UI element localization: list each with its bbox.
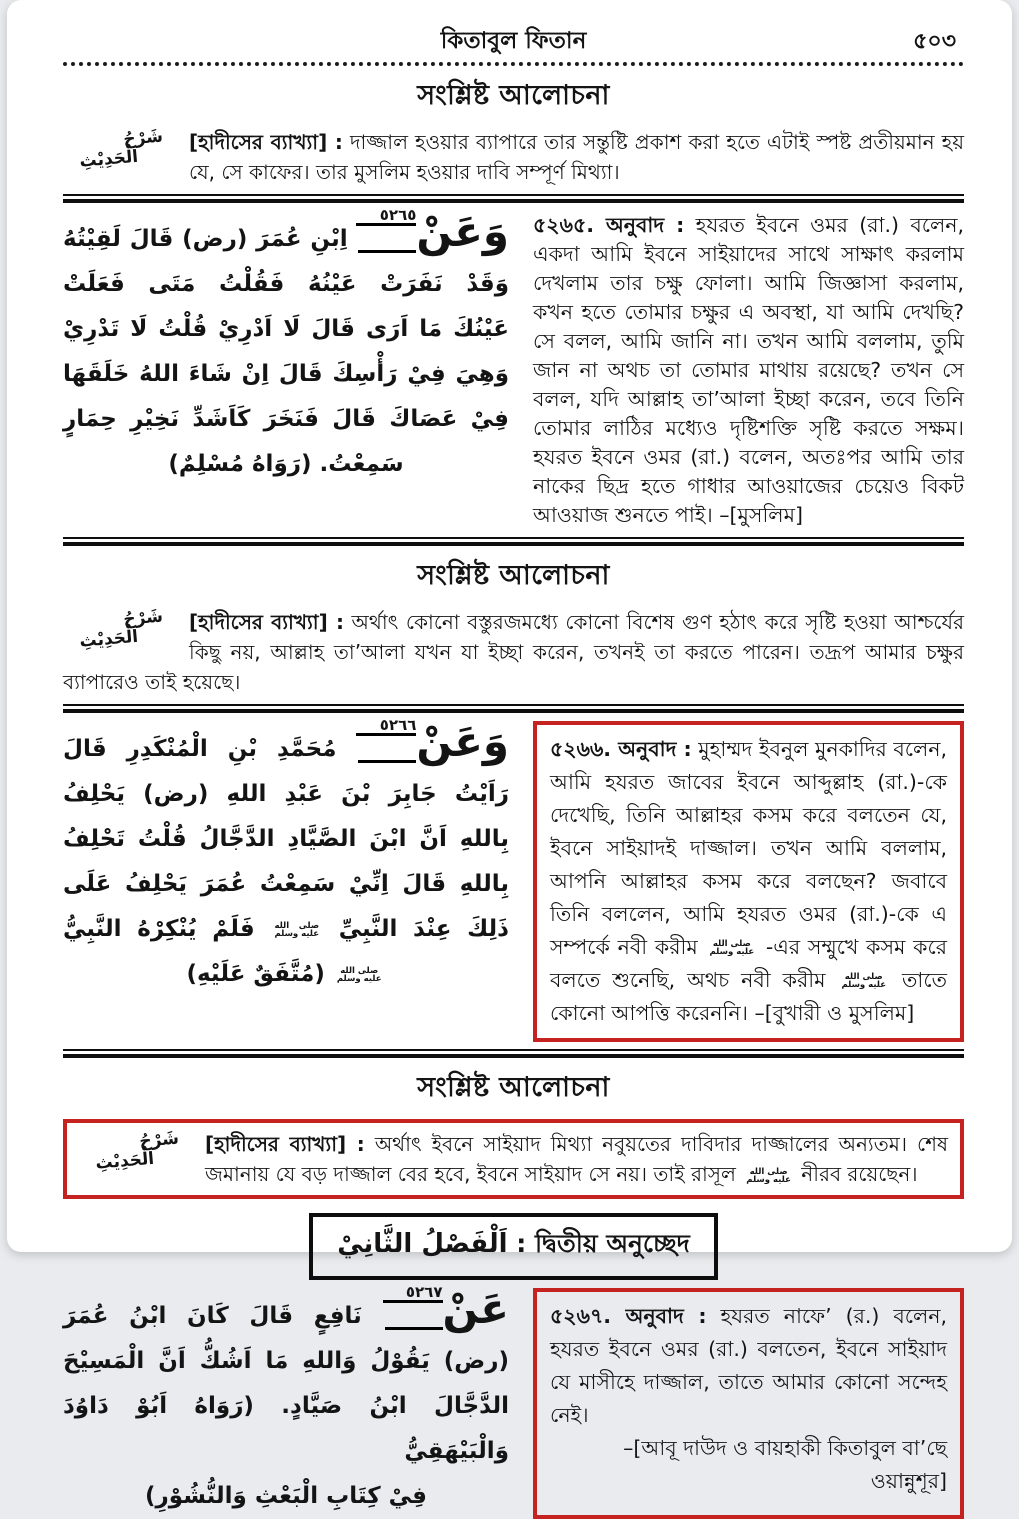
- hadith-opening-word: ٥٢٦٧ عَنْ: [383, 1288, 510, 1339]
- section-divider: [63, 537, 964, 546]
- hadith-opening-word: ٥٢٦٦ وَعَنْ: [356, 721, 509, 772]
- hadith-explanation-label: [হাদীসের ব্যাখ্যা] :: [205, 1132, 365, 1156]
- book-title: কিতাবুল ফিতান: [440, 28, 587, 54]
- hadith-number-arabic: ٥٢٦٧: [383, 1284, 443, 1303]
- hadith-5265-arabic: ٥٢٦٥ وَعَنْ اِبْنِ عُمَرَ (رض) قَالَ لَقِيْتُهُ وَقَدْ نَفَرَتْ عَيْنُهُ فَقُلْتُ مَتَى فَعَلَتْ عَيْنُكَ مَا اَرَى قَالَ لَا اَدْرِيْ قُلْتُ لَا تَدْرِيْ وَهِيَ فِيْ رَأْسِكَ قَالَ اِنْ شَاءَ اللهُ خَلَقَهَا فِيْ عَصَاكَ قَالَ فَنَخَرَ كَاَشَدِّ نَخِيْرِ حِمَارٍ سَمِعْتُ. (رَوَاهُ مُسْلِمٌ): [63, 211, 509, 530]
- chapter-title-arabic: اَلْفَصْلُ الثَّانِيْ: [337, 1229, 508, 1259]
- translation-label: ৫২৬৫. অনুবাদ :: [533, 213, 685, 237]
- discussion-heading-1: সংশ্লিষ্ট আলোচনা: [417, 80, 610, 111]
- hadith-5265: [63, 206, 964, 530]
- hadith-5267: [63, 1283, 964, 1519]
- sallallahu-alaihi-wasallam-icon: صلى الله عليه وسلم: [336, 965, 382, 984]
- sharh-al-hadith-calligraphy: شَرْحُ الْحَدِيْثِ: [78, 126, 164, 172]
- discussion-text-3b: নীরব রয়েছেন।: [801, 1162, 918, 1186]
- hadith-source-arabic: صلى الله عليه وسلم (مُتَّفَقٌ عَلَيْهِ): [186, 961, 382, 987]
- hadith-5267-translation-box: ৫২৬৭. অনুবাদ : হযরত নাফে’ (র.) বলেন, হযরত ইবনে ওমর (রা.) বলতেন, ইবনে সাইয়াদ যে মাসীহে দাজ্জাল, তাতে আমার কোনো সন্দেহ নেই। –[আবূ দাউদ ও বায়হাকী কিতাবুল বা’ছে ওয়ান্নুশূর]: [533, 1288, 964, 1519]
- discussion-paragraph-1: [63, 127, 964, 187]
- discussion-text-3a: অর্থাৎ ইবনে সাইয়াদ মিথ্যা নবুয়তের দাবিদার দাজ্জালের অন্যতম। শেষ জমানায় যে বড় দাজ্জাল বের হবে, ইবনে সাইয়াদ সে নয়। তাই রাসূল: [205, 1132, 948, 1186]
- hadith-5267-arabic: ٥٢٦٧ عَنْ نَافِعٍ قَالَ كَانَ ابْنُ عُمَرَ (رض) يَقُوْلُ وَاللهِ مَا اَشُكُّ اَنَّ الْمَسِيْحَ الدَّجَّالَ ابْنُ صَيَّادٍ. (رَوَاهُ اَبُوْ دَاوُدَ وَالْبَيْهَقِيُّ فِيْ كِتَابِ الْبَعْثِ وَالنُّشُوْرِ): [63, 1288, 509, 1519]
- hadith-source-arabic: سَمِعْتُ. (رَوَاهُ مُسْلِمٌ): [168, 451, 404, 477]
- sharh-al-hadith-calligraphy: شَرْحُ الْحَدِيْثِ: [78, 606, 164, 652]
- discussion-paragraph-2: [63, 607, 964, 697]
- hadith-source-arabic: فِيْ كِتَابِ الْبَعْثِ وَالنُّشُوْرِ): [145, 1483, 427, 1509]
- hadith-explanation-label: [হাদীসের ব্যাখ্যা] :: [189, 130, 343, 154]
- section-divider: [63, 194, 964, 203]
- sallallahu-alaihi-wasallam-icon: صلى الله عليه وسلم: [746, 1166, 791, 1185]
- chapter-title-box: اَلْفَصْلُ الثَّانِيْ : দ্বিতীয় অনুচ্ছেদ: [309, 1213, 718, 1280]
- section-divider: [63, 704, 964, 713]
- page-header: [63, 22, 964, 56]
- kashida-tail: [358, 760, 416, 763]
- hadith-opening-word: ٥٢٦٥ وَعَنْ: [356, 211, 509, 262]
- section-divider: [63, 1049, 964, 1058]
- discussion-3-box: [63, 1119, 964, 1199]
- book-page: [7, 0, 1012, 1509]
- discussion-paragraph-3: [79, 1129, 948, 1189]
- sallallahu-alaihi-wasallam-icon: صلى الله عليه وسلم: [709, 939, 755, 957]
- translation-label: ৫২৬৭. অনুবাদ :: [550, 1304, 707, 1328]
- discussion-heading-3: সংশ্লিষ্ট আলোচনা: [417, 1072, 610, 1103]
- sallallahu-alaihi-wasallam-icon: صلى الله عليه وسلم: [274, 920, 320, 939]
- hadith-5266-arabic: ٥٢٦٦ وَعَنْ مُحَمَّدِ بْنِ الْمُنْكَدِرِ قَالَ رَاَيْتُ جَابِرَ بْنَ عَبْدِ اللهِ (رض) يَحْلِفُ بِاللهِ اَنَّ ابْنَ الصَّيَّادِ الدَّجَّالُ قُلْتُ تَحْلِفُ بِاللهِ قَالَ اِنِّيْ سَمِعْتُ عُمَرَ يَحْلِفُ عَلَى ذَلِكَ عِنْدَ النَّبِيِّ صلى الله عليه وسلم فَلَمْ يُنْكِرْهُ النَّبِيُّ صلى الله عليه وسلم (مُتَّفَقٌ عَلَيْهِ): [63, 721, 509, 1042]
- hadith-5266-translation-box: ৫২৬৬. অনুবাদ : মুহাম্মদ ইবনুল মুনকাদির বলেন, আমি হযরত জাবের ইবনে আব্দুল্লাহ (রা.)-কে দেখেছি, তিনি আল্লাহর কসম করে বলতেন যে, ইবনে সাইয়াদই দাজ্জাল। তখন আমি বললাম, আপনি আল্লাহর কসম করে বলছেন? জবাবে তিনি বললেন, আমি হযরত ওমর (রা.)-কে এ সম্পর্কে নবী করীম صلى الله عليه وسلم -এর সম্মুখে কসম করে বলতে শুনেছি, অথচ নবী করীম صلى الله عليه وسلم তাতে কোনো আপত্তি করেননি। –[বুখারী ও মুসলিম]: [533, 721, 964, 1042]
- page-number: ৫০৩: [913, 29, 956, 54]
- hadith-5266: [63, 716, 964, 1042]
- sharh-al-hadith-calligraphy: شَرْحُ الْحَدِيْثِ: [94, 1128, 180, 1174]
- hadith-source-bengali: –[আবূ দাউদ ও বায়হাকী কিতাবুল বা’ছে ওয়ান্নুশূর]: [623, 1436, 947, 1493]
- hadith-5265-translation: ৫২৬৫. অনুবাদ : হযরত ইবনে ওমর (রা.) বলেন, একদা আমি ইবনে সাইয়াদের সাথে সাক্ষাৎ করলাম দেখলাম তার চক্ষু ফোলা। আমি জিজ্ঞাসা করলাম, কখন হতে তোমার চক্ষুর এ অবস্থা, যা আমি দেখছি? সে বলল, আমি জানি না। তখন আমি বললাম, তুমি জান না অথচ তা তোমার মাথায় রয়েছে? তখন সে বলল, যদি আল্লাহ তা’আলা ইচ্ছা করেন, তবে তিনি তোমার লাঠির মধ্যেও দৃষ্টিশক্তি সৃষ্টি করতে সক্ষম। হযরত ইবনে ওমর (রা.) বলেন, অতঃপর আমি তার নাকের ছিদ্র হতে গাধার আওয়াজের চেয়েও বিকট আওয়াজ শুনতে পাই। –[মুসলিম]: [533, 213, 964, 527]
- chapter-title-wrap: [63, 1213, 964, 1280]
- chapter-title-bengali: দ্বিতীয় অনুচ্ছেদ: [535, 1229, 690, 1258]
- sallallahu-alaihi-wasallam-icon: صلى الله عليه وسلم: [841, 972, 887, 990]
- kashida-tail: [358, 250, 416, 253]
- translation-label: ৫২৬৬. অনুবাদ :: [550, 737, 692, 761]
- hadith-number-arabic: ٥٢٦٥: [356, 207, 416, 226]
- discussion-heading-2: সংশ্লিষ্ট আলোচনা: [417, 560, 610, 591]
- kashida-tail: [385, 1327, 443, 1330]
- hadith-number-arabic: ٥٢٦٦: [356, 717, 416, 736]
- discussion-text-2: অর্থাৎ কোনো বস্তুরজমধ্যে কোনো বিশেষ গুণ হঠাৎ করে সৃষ্টি হওয়া আশ্চর্যের কিছু নয়, আল্লাহ তা’আলা যখন যা ইচ্ছা করেন, তখনই তা করতে পারেন। তদ্রূপ আমার চক্ষুর ব্যাপারেও তাই হয়েছে।: [63, 610, 964, 694]
- hadith-explanation-label: [হাদীসের ব্যাখ্যা] :: [189, 610, 344, 634]
- discussion-text-1: দাজ্জাল হওয়ার ব্যাপারে তার সন্তুষ্টি প্রকাশ করা হতে এটাই স্পষ্ট প্রতীয়মান হয় যে, সে কাফের। তার মুসলিম হওয়ার দাবি সম্পূর্ণ মিথ্যা।: [189, 130, 964, 184]
